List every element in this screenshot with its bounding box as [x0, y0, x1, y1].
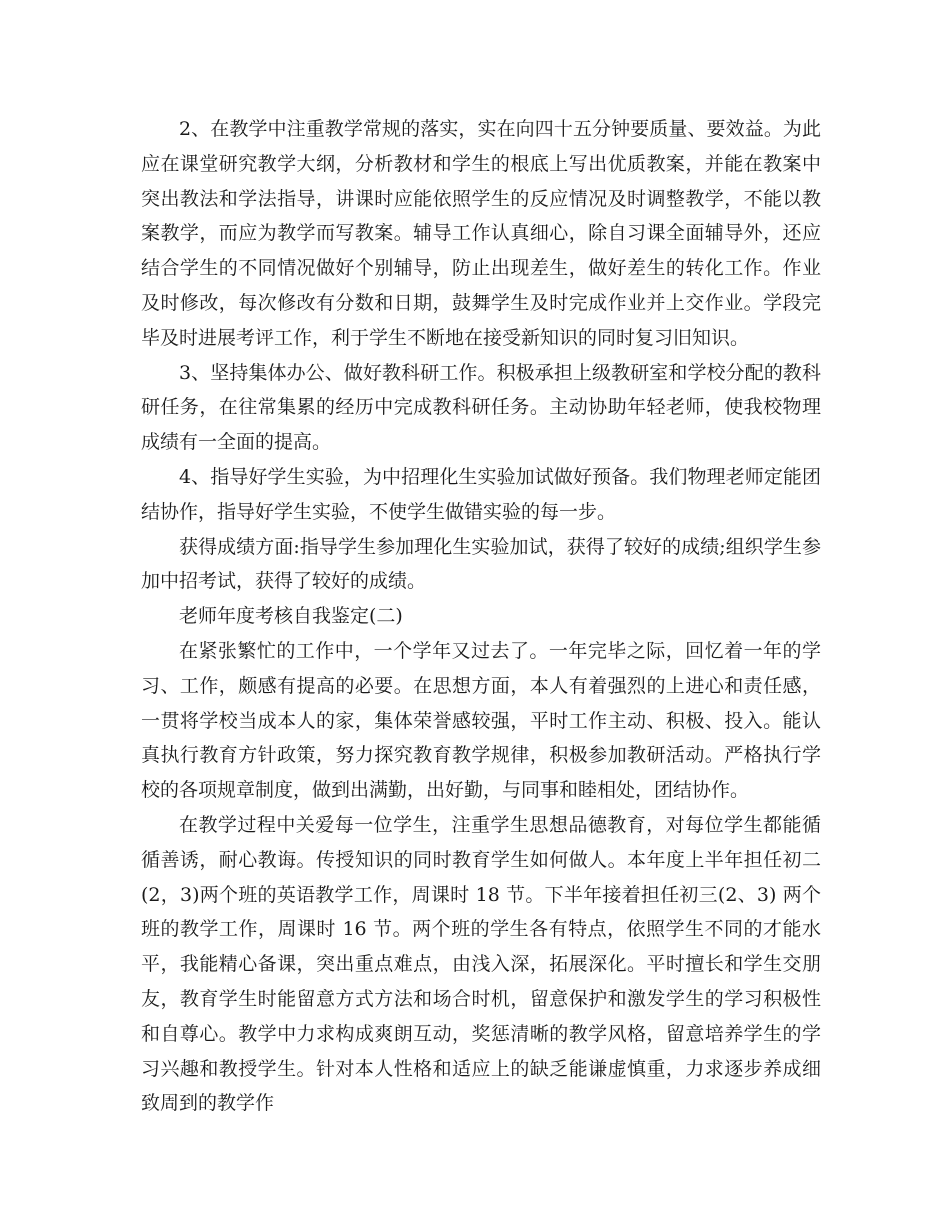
paragraph-intro: 在紧张繁忙的工作中，一个学年又过去了。一年完毕之际，回忆着一年的学习、工作，颇感有提高的必要。在思想方面，本人有着强烈的上进心和责任感，一贯将学校当成本人的家，集体荣誉感较强，平时工作主动、积极、投入。能认真执行教育方针政策，努力探究教育教学规律，积极参加教研活动。严格执行学校的各项规章制度，做到出满勤，出好勤，与同事和睦相处，团结协作。 — [141, 639, 821, 802]
paragraph-teaching-process: 在教学过程中关爱每一位学生，注重学生思想品德教育，对每位学生都能循循善诱，耐心教诲。传授知识的同时教育学生如何做人。本年度上半年担任初二(2，3)两个班的英语教学工作，周课时 18 节。下半年接着担任初三(2、3) 两个班的教学工作，周课时 16 节。两个班的学生各有特点，依照学生不同的才能水平，我能精心备课，突出重点难点，由浅入深，拓展深化。平时擅长和学生交朋友，教育学生时能留意方式方法和场合时机，留意保护和激发学生的学习积极性和自尊心。教学中力求构成爽朗互动，奖惩清晰的教学风格，留意培养学生的学习兴趣和教授学生。针对本人性格和适应上的缺乏能谦虚慎重，力求逐步养成细致周到的教学作 — [141, 813, 821, 1115]
paragraph-item-2: 2、在教学中注重教学常规的落实，实在向四十五分钟要质量、要效益。为此应在课堂研究教学大纲，分析教材和学生的根底上写出优质教案，并能在教案中突出教法和学法指导，讲课时应能依照学生的反应情况及时调整教学，不能以教案教学，而应为教学而写教案。辅导工作认真细心，除自习课全面辅导外，还应结合学生的不同情况做好个别辅导，防止出现差生，做好差生的转化工作。作业及时修改，每次修改有分数和日期，鼓舞学生及时完成作业并上交作业。学段完毕及时进展考评工作，利于学生不断地在接受新知识的同时复习旧知识。 — [141, 118, 821, 349]
document-body — [141, 112, 821, 1121]
paragraph-item-4: 4、指导好学生实验，为中招理化生实验加试做好预备。我们物理老师定能团结协作，指导好学生实验，不使学生做错实验的每一步。 — [141, 465, 821, 523]
section-heading: 老师年度考核自我鉴定(二) — [179, 605, 403, 628]
paragraph-achievements: 获得成绩方面:指导学生参加理化生实验加试，获得了较好的成绩;组织学生参加中招考试，获得了较好的成绩。 — [141, 535, 821, 593]
paragraph-item-3: 3、坚持集体办公、做好教科研工作。积极承担上级教研室和学校分配的教科研任务，在往常集累的经历中完成教科研任务。主动协助年轻老师，使我校物理成绩有一全面的提高。 — [141, 361, 821, 454]
